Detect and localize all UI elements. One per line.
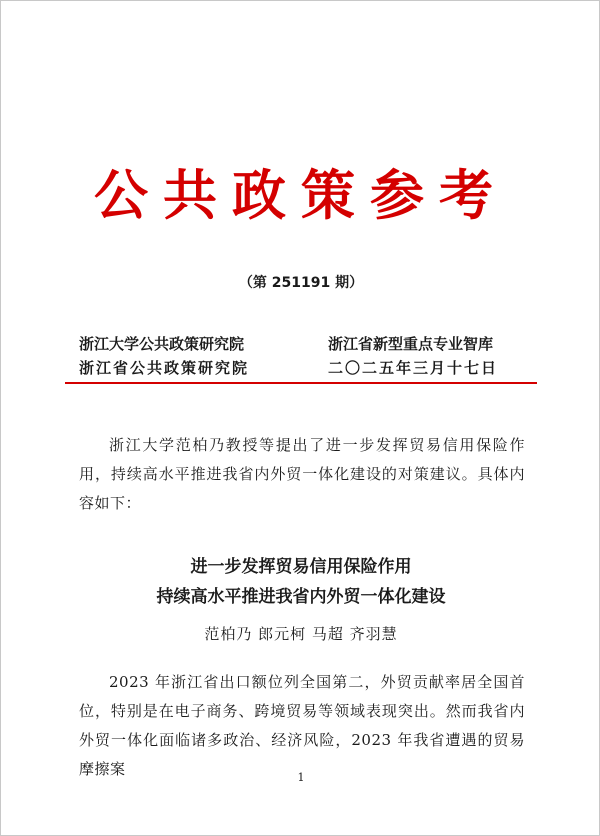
org-provincial-institute: 浙江省公共政策研究院 <box>79 359 250 377</box>
article-title-line-1: 进一步发挥贸易信用保险作用 <box>190 557 412 577</box>
publication-date: 二〇二五年三月十七日 <box>328 359 499 377</box>
article-title-line-2: 持续高水平推进我省内外贸一体化建设 <box>156 587 446 607</box>
body-paragraph: 2023 年浙江省出口额位列全国第二，外贸贡献率居全国首位，特别是在电子商务、跨境贸易等领域表现突出。然而我省内外贸一体化面临诸多政治、经济风险，2023 年我省遭遇的贸易摩擦案 <box>79 673 525 778</box>
issue-number: （第 251191 期） <box>238 275 364 291</box>
header-divider <box>65 382 537 384</box>
article-authors: 范柏乃 郎元柯 马超 齐羽慧 <box>204 625 398 643</box>
page-number: 1 <box>297 771 305 784</box>
org-zju-institute: 浙江大学公共政策研究院 <box>79 335 245 353</box>
publication-title: 公共政策参考 <box>94 164 508 227</box>
org-think-tank: 浙江省新型重点专业智库 <box>328 335 494 353</box>
intro-paragraph: 浙江大学范柏乃教授等提出了进一步发挥贸易信用保险作用，持续高水平推进我省内外贸一体化建设的对策建议。具体内容如下： <box>79 436 525 512</box>
